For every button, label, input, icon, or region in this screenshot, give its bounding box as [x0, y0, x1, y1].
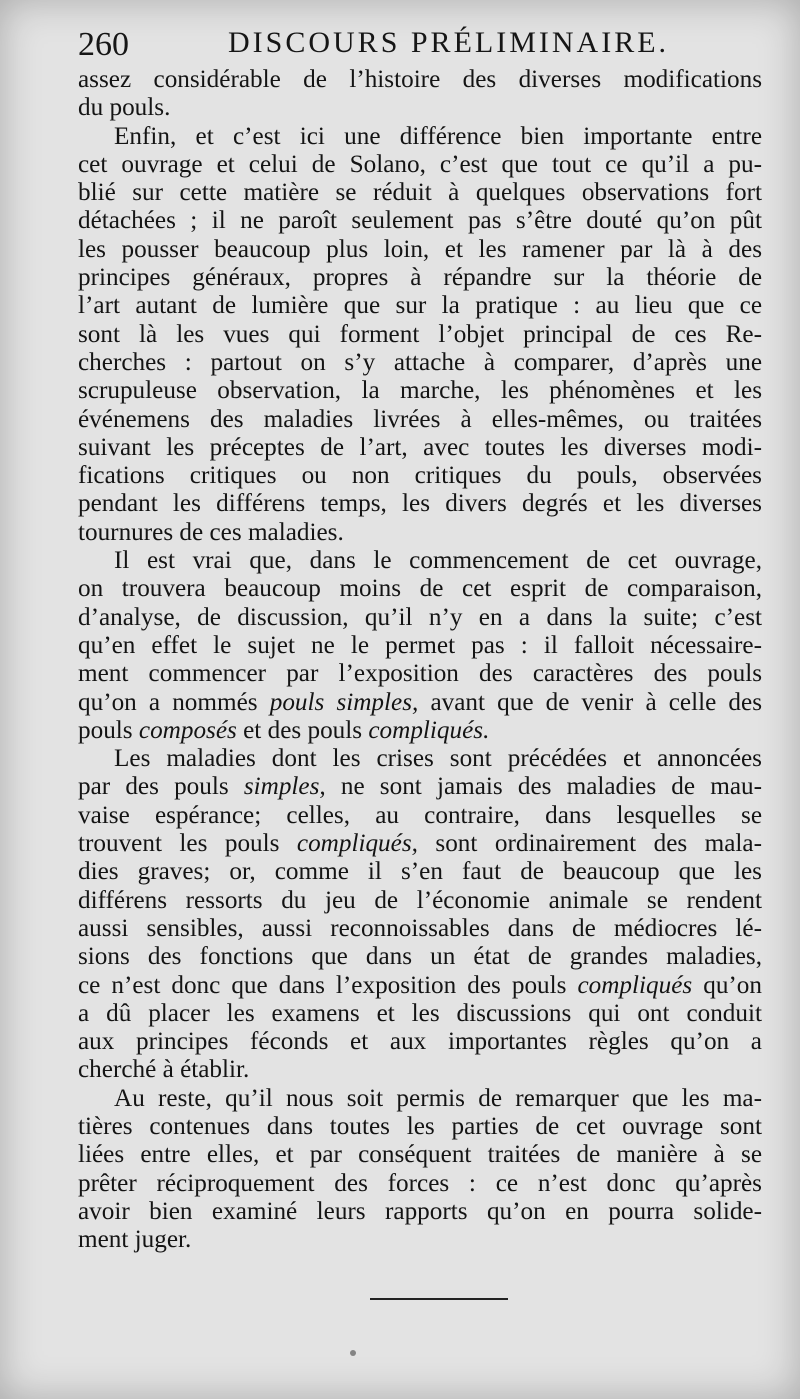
- italic-term: compliqués: [577, 971, 693, 999]
- text-run: avoir bien examiné leurs rapports qu’on en pourra solide-: [78, 1197, 762, 1225]
- text-run: dies graves; or, comme il s’en faut de beaucoup que les: [78, 858, 762, 886]
- text-line: [78, 1226, 762, 1254]
- text-run: sont là les vues qui forment l’objet principal de ces Re-: [78, 320, 762, 348]
- text-run: assez considérable de l’histoire des diverses modifications: [78, 66, 762, 93]
- text-run: on trouvera beaucoup moins de cet esprit de comparaison,: [78, 575, 762, 603]
- text-line: [78, 858, 762, 886]
- text-line: [78, 434, 762, 462]
- text-line: [78, 264, 762, 292]
- page-number: 260: [78, 26, 129, 63]
- text-line: [78, 1113, 762, 1141]
- text-run: Au reste, qu’il nous soit permis de remarquer que les ma-: [114, 1084, 762, 1112]
- italic-term: simples,: [243, 773, 326, 801]
- text-run: trouvent les pouls: [78, 830, 297, 858]
- text-run: sions des fonctions que dans un état de grandes maladies,: [78, 943, 762, 971]
- text-line: [78, 689, 762, 717]
- text-line: [78, 462, 762, 490]
- text-run: d’analyse, de discussion, qu’il n’y en a dans la suite; c’est: [78, 603, 762, 631]
- text-run: prêter réciproquement des forces : ce n’est donc qu’après: [78, 1169, 762, 1197]
- text-line: [78, 1000, 762, 1028]
- text-run: ment juger.: [78, 1226, 192, 1254]
- body-text: [78, 66, 762, 1254]
- text-line: [78, 292, 762, 320]
- text-run: liées entre elles, et par conséquent traitées de manière à se: [78, 1141, 762, 1169]
- text-run: vaise espérance; celles, au contraire, dans lesquelles se: [78, 801, 762, 829]
- text-run: du pouls.: [78, 94, 171, 122]
- text-run: ce n’est donc que dans l’exposition des pouls: [78, 971, 578, 999]
- text-run: cherché à établir.: [78, 1056, 250, 1084]
- text-run: événemens des maladies livrées à elles-mêmes, ou traitées: [78, 405, 762, 433]
- text-run: Enfin, et c’est ici une différence bien importante entre: [114, 122, 762, 150]
- text-run: les pousser beaucoup plus loin, et les ramener par là à des: [78, 235, 762, 263]
- text-line: [78, 179, 762, 207]
- text-run: l’art autant de lumière que sur la pratique : au lieu que ce: [78, 292, 762, 320]
- text-run: qu’en effet le sujet ne le permet pas : il falloit nécessaire-: [78, 631, 762, 659]
- text-run: différens ressorts du jeu de l’économie animale se rendent: [78, 886, 762, 914]
- running-head: DISCOURS PRÉLIMINAIRE.: [228, 26, 670, 59]
- text-run: pouls: [78, 716, 139, 744]
- text-run: blié sur cette matière se réduit à quelques observations fort: [78, 179, 762, 207]
- text-line: [78, 943, 762, 971]
- text-run: qu’on: [692, 971, 762, 999]
- text-run: Il est vrai que, dans le commencement de cet ouvrage,: [114, 547, 762, 575]
- italic-term: compliqués.: [368, 716, 490, 744]
- text-line: [78, 151, 762, 179]
- text-run: suivant les préceptes de l’art, avec toutes les diverses modi-: [78, 433, 762, 461]
- text-run: qu’on a nommés: [78, 688, 270, 716]
- text-line: [78, 349, 762, 377]
- text-run: aux principes féconds et aux importantes règles qu’on a: [78, 1028, 762, 1056]
- text-run: sont ordinairement des mala-: [417, 830, 762, 858]
- text-line: [78, 915, 762, 943]
- text-run: ment commencer par l’exposition des caractères des pouls: [78, 660, 762, 688]
- text-line: [78, 1141, 762, 1169]
- text-line: [78, 236, 762, 264]
- text-line: [78, 972, 762, 1000]
- text-run: détachées ; il ne paroît seulement pas s’être douté qu’on pût: [78, 207, 762, 235]
- text-run: aussi sensibles, aussi reconnoissables dans de médiocres lé-: [78, 914, 762, 942]
- text-run: avant que de venir à celle des: [418, 688, 763, 716]
- text-run: pendant les différens temps, les divers degrés et les diverses: [78, 490, 762, 518]
- italic-term: composés: [138, 716, 237, 744]
- text-line: [78, 1170, 762, 1198]
- text-line: [78, 830, 762, 858]
- text-line: [78, 94, 762, 122]
- text-line: [78, 575, 762, 603]
- text-run: scrupuleuse observation, la marche, les phénomènes et les: [78, 377, 762, 405]
- text-line: [78, 321, 762, 349]
- text-line: [78, 207, 762, 235]
- italic-term: compliqués,: [296, 830, 418, 858]
- text-line: [78, 123, 762, 151]
- text-run: a dû placer les examens et les discussions qui ont conduit: [78, 999, 762, 1027]
- text-line: [78, 490, 762, 518]
- text-run: principes généraux, propres à répandre sur la théorie de: [78, 264, 762, 292]
- text-line: [78, 1028, 762, 1056]
- text-line: [78, 1198, 762, 1226]
- text-line: [78, 1056, 762, 1084]
- italic-term: pouls simples,: [269, 688, 419, 716]
- text-line: [78, 66, 762, 94]
- text-line: [78, 745, 762, 773]
- text-line: [78, 406, 762, 434]
- text-run: par des pouls: [78, 773, 244, 801]
- text-line: [78, 632, 762, 660]
- text-run: ne sont jamais des maladies de mau-: [325, 773, 762, 801]
- text-line: [78, 519, 762, 547]
- footnote-rule: [370, 1298, 508, 1300]
- text-line: [78, 377, 762, 405]
- text-line: [78, 717, 762, 745]
- text-run: cherches : partout on s’y attache à comparer, d’après une: [78, 348, 762, 376]
- text-line: [78, 1085, 762, 1113]
- text-run: cet ouvrage et celui de Solano, c’est que tout ce qu’il a pu-: [78, 150, 762, 178]
- text-run: Les maladies dont les crises sont précédées et annoncées: [114, 745, 762, 773]
- text-run: fications critiques ou non critiques du pouls, observées: [78, 462, 762, 490]
- text-line: [78, 887, 762, 915]
- text-run: tournures de ces maladies.: [78, 518, 344, 546]
- text-run: et des pouls: [236, 716, 369, 744]
- text-line: [78, 773, 762, 801]
- text-line: [78, 604, 762, 632]
- text-line: [78, 660, 762, 688]
- page-header: [78, 22, 768, 62]
- text-line: [78, 547, 762, 575]
- text-run: tières contenues dans toutes les parties de cet ouvrage sont: [78, 1112, 762, 1140]
- ink-smudge: [350, 1350, 356, 1356]
- text-line: [78, 802, 762, 830]
